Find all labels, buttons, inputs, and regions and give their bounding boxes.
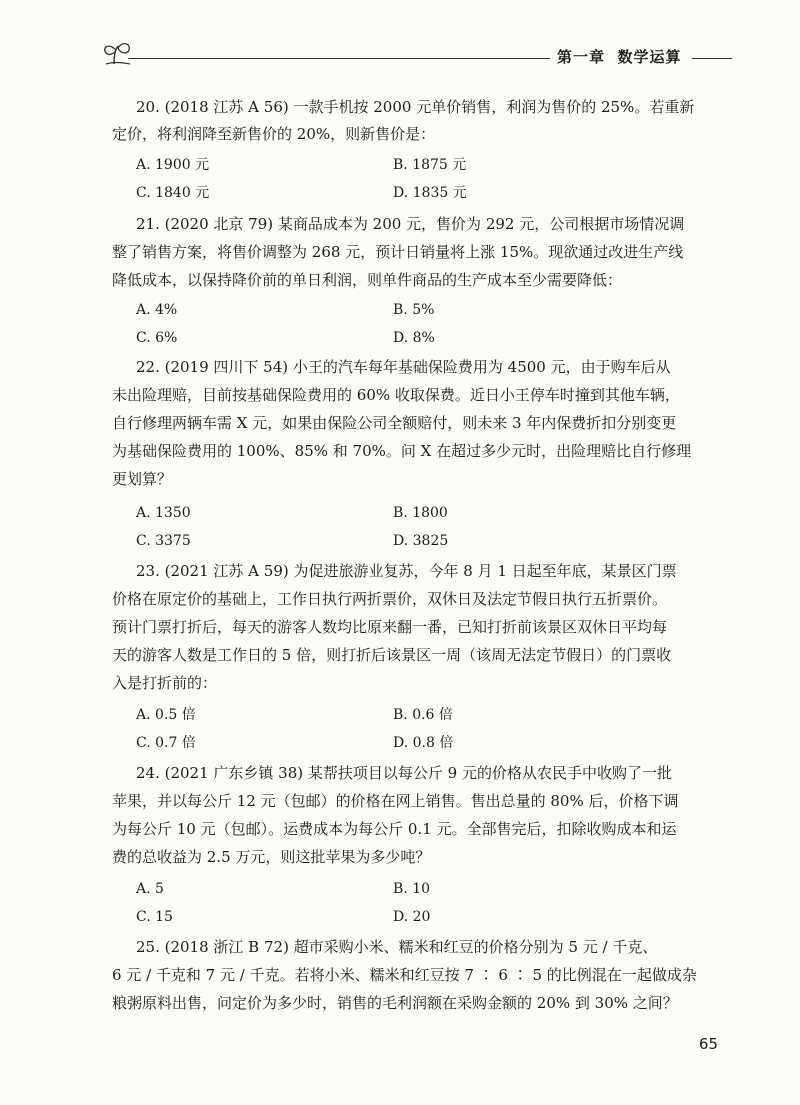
question-22-line-1: 22. (2019 四川下 54) 小王的汽车每年基础保险费用为 4500 元，由于购车后从 <box>136 358 671 376</box>
question-24-option-a: A. 5 <box>136 881 164 897</box>
question-22-line-3: 自行修理两辆车需 X 元，如果由保险公司全额赔付，则未来 3 年内保费折扣分别变更 <box>112 414 677 432</box>
question-21-option-b: B. 5% <box>393 302 435 318</box>
question-21-option-c: C. 6% <box>136 330 178 346</box>
question-20-option-d: D. 1835 元 <box>393 185 467 201</box>
question-21-option-a: A. 4% <box>136 302 178 318</box>
question-20-line-1: 20. (2018 江苏 A 56) 一款手机按 2000 元单价销售，利润为售价的 25%。若重新 <box>136 98 695 116</box>
question-24-line-2: 苹果，并以每公斤 12 元（包邮）的价格在网上销售。售出总量的 80% 后，价格下调 <box>112 792 679 810</box>
question-21-option-d: D. 8% <box>393 330 435 346</box>
question-21-line-1: 21. (2020 北京 79) 某商品成本为 200 元，售价为 292 元，公司根据市场情况调 <box>136 215 685 233</box>
question-25-line-1: 25. (2018 浙江 B 72) 超市采购小米、糯米和红豆的价格分别为 5 元 / 千克、 <box>136 938 658 956</box>
question-25-line-3: 粮粥原料出售，问定价为多少时，销售的毛利润额在采购金额的 20% 到 30% 之间？ <box>112 994 678 1012</box>
question-20-line-2: 定价，将利润降至新售价的 20%，则新售价是： <box>112 125 436 143</box>
header-rule-right <box>692 58 732 59</box>
question-24-line-4: 费的总收益为 2.5 万元，则这批苹果为多少吨？ <box>112 848 431 866</box>
question-24-option-d: D. 20 <box>393 909 431 925</box>
question-23-line-5: 入是打折前的： <box>112 674 218 692</box>
question-21-line-3: 降低成本，以保持降价前的单日利润，则单件商品的生产成本至少需要降低： <box>112 271 623 289</box>
question-21-line-2: 整了销售方案，将售价调整为 268 元，预计日销量将上涨 15%。现欲通过改进生产线 <box>112 243 684 261</box>
question-20-option-c: C. 1840 元 <box>136 185 210 201</box>
question-23-option-c: C. 0.7 倍 <box>136 735 196 751</box>
question-25-line-2: 6 元 / 千克和 7 元 / 千克。若将小米、糯米和红豆按 7 ∶ 6 ∶ 5 的比例混在一起做成杂 <box>112 966 697 984</box>
question-23-line-2: 价格在原定价的基础上，工作日执行两折票价，双休日及法定节假日执行五折票价。 <box>112 590 668 608</box>
page-number: 65 <box>698 1035 718 1053</box>
question-22-option-d: D. 3825 <box>393 533 449 549</box>
question-22-option-a: A. 1350 <box>136 505 191 521</box>
header-rule-left <box>128 58 550 59</box>
question-22-line-2: 未出险理赔，目前按基础保险费用的 60% 收取保费。近日小王停车时撞到其他车辆， <box>112 386 680 404</box>
question-24-option-b: B. 10 <box>393 881 431 897</box>
question-23-option-d: D. 0.8 倍 <box>393 735 454 751</box>
leaf-icon <box>100 40 136 66</box>
question-24-line-3: 为每公斤 10 元（包邮）。运费成本为每公斤 0.1 元。全部售完后，扣除收购成本和运 <box>112 820 677 838</box>
question-22-line-4: 为基础保险费用的 100%、85% 和 70%。问 X 在超过多少元时，出险理赔比自行修理 <box>112 442 692 460</box>
question-23-option-a: A. 0.5 倍 <box>136 707 196 723</box>
question-20-option-b: B. 1875 元 <box>393 157 467 173</box>
question-23-line-1: 23. (2021 江苏 A 59) 为促进旅游业复苏，今年 8 月 1 日起至年底，某景区门票 <box>136 562 677 580</box>
chapter-number: 第一章 <box>557 48 606 66</box>
question-23-option-b: B. 0.6 倍 <box>393 707 453 723</box>
chapter-header <box>557 46 681 67</box>
question-22-option-b: B. 1800 <box>393 505 448 521</box>
question-23-line-4: 天的游客人数是工作日的 5 倍，则打折后该景区一周（该周无法定节假日）的门票收 <box>112 646 672 664</box>
question-23-line-3: 预计门票打折后，每天的游客人数均比原来翻一番，已知打折前该景区双休日平均每 <box>112 618 668 636</box>
question-20-option-a: A. 1900 元 <box>136 157 210 173</box>
question-22-line-5: 更划算？ <box>112 470 173 488</box>
question-24-option-c: C. 15 <box>136 909 173 925</box>
question-24-line-1: 24. (2021 广东乡镇 38) 某帮扶项目以每公斤 9 元的价格从农民手中收购了一批 <box>136 764 672 782</box>
question-22-option-c: C. 3375 <box>136 533 191 549</box>
chapter-title: 数学运算 <box>617 48 682 66</box>
